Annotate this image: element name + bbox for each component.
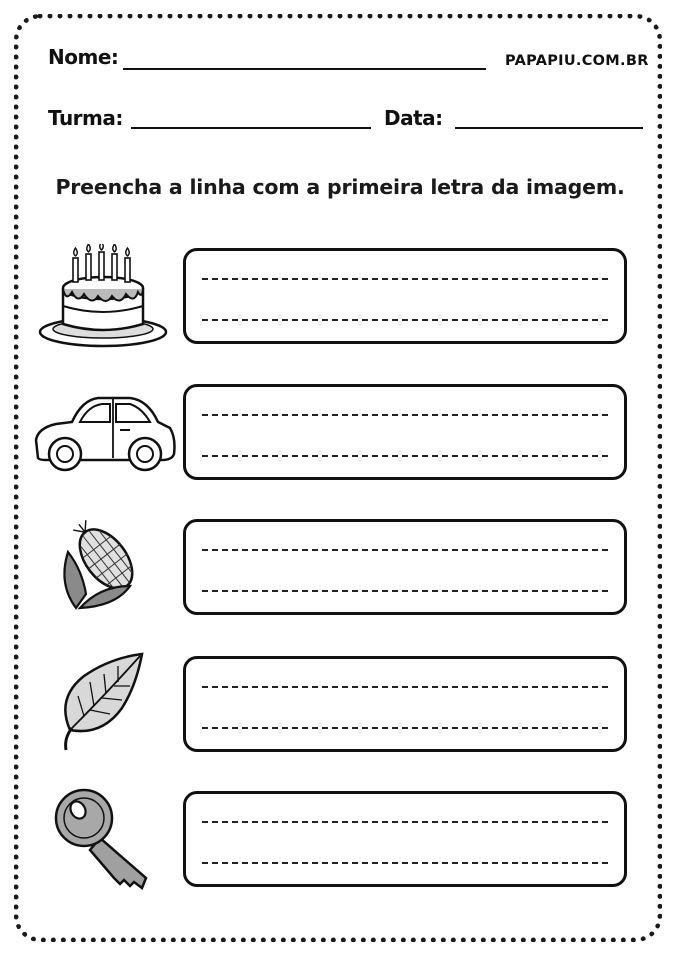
name-label: Nome: [48,45,119,69]
instruction-text: Preencha a linha com a primeira letra da imagem. [55,175,625,199]
writing-line [202,414,608,416]
answer-box-5[interactable] [183,791,627,887]
writing-line [202,727,608,729]
car-icon [30,388,178,476]
writing-line [202,686,608,688]
writing-line [202,278,608,280]
key-icon [50,784,156,896]
answer-box-1[interactable] [183,248,627,344]
writing-line [202,862,608,864]
cake-icon [36,244,172,352]
corn-icon [56,514,146,614]
date-label: Data: [384,106,443,130]
leaf-icon [56,652,146,754]
writing-line [202,821,608,823]
class-label: Turma: [48,106,123,130]
writing-line [202,455,608,457]
date-field[interactable] [455,127,643,129]
name-field[interactable] [123,68,486,70]
answer-box-3[interactable] [183,519,627,615]
site-watermark: PAPAPIU.COM.BR [505,53,649,69]
writing-line [202,319,608,321]
class-field[interactable] [131,127,371,129]
answer-box-2[interactable] [183,384,627,480]
writing-line [202,549,608,551]
answer-box-4[interactable] [183,656,627,752]
writing-line [202,590,608,592]
